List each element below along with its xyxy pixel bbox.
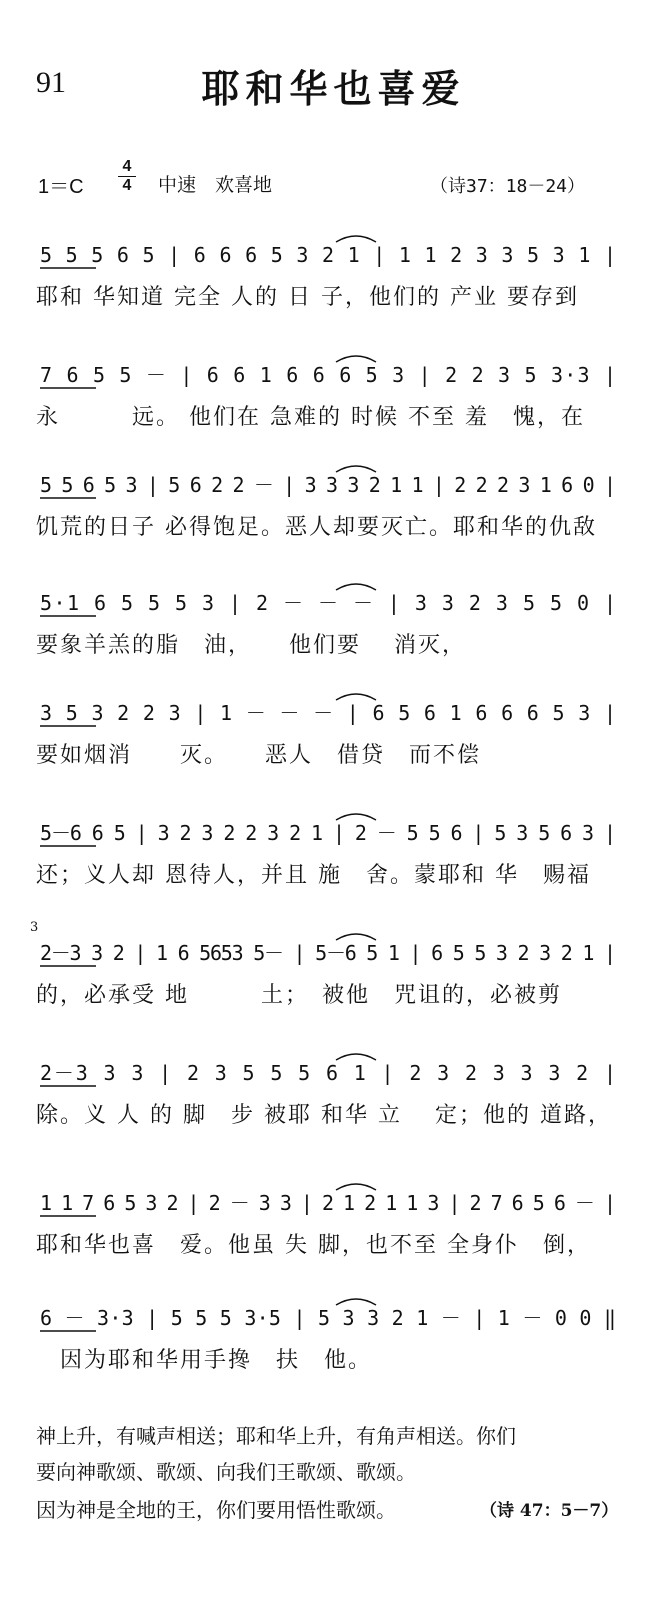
scripture-reference: （诗37：18－24） — [430, 176, 586, 197]
lyric-line: 要象羊羔的脂 油， 他们要 消灭， — [36, 633, 466, 658]
notation-line — [36, 1180, 626, 1224]
verse-reference: （诗 47：5－7） — [480, 1501, 619, 1521]
slur-arc — [336, 1054, 376, 1060]
note-sequence: 5·1 6 5 5 5 3 | 2 － － － | 3 3 2 3 5 5 0 | — [40, 591, 616, 615]
tempo-marking: 中速 欢喜地 — [158, 174, 273, 196]
music-system — [36, 1295, 626, 1375]
note-sequence: 2－3 3 2 | 1 6 5653 5－ | 5－6 5 1 | 6 5 5 3 2 3 2 1 | — [40, 941, 616, 965]
lyric-line: 耶和 华知道 完全 人的 日 子，他们的 产业 要存到 — [36, 285, 579, 310]
verse-line-1: 神上升，有喊声相送；耶和华上升，有角声相送。你们 — [36, 1424, 516, 1448]
slur-arc — [336, 934, 376, 940]
notation-line — [36, 1050, 626, 1094]
slur-arc — [336, 1184, 376, 1190]
notation-line — [36, 930, 626, 974]
lyric-line: 饥荒的日子 必得饱足。恶人却要灭亡。耶和华的仇敌 — [36, 515, 597, 540]
slur-arc — [336, 814, 376, 820]
notation-line — [36, 1295, 626, 1339]
song-title: 耶和华也喜爱 — [201, 66, 466, 111]
meter-top: 4 — [118, 158, 136, 177]
page-number: 91 — [36, 66, 66, 99]
note-sequence: 5 5 6 5 3 | 5 6 2 2 － | 3 3 3 2 1 1 | 2 2 2 3 1 6 0 | — [40, 473, 616, 497]
slur-arc — [336, 694, 376, 700]
time-signature — [118, 158, 136, 195]
notation-line — [36, 462, 626, 506]
lyric-line: 因为耶和华用手搀 扶 他。 — [36, 1348, 373, 1373]
slur-arc — [336, 356, 376, 362]
lyric-line: 除。义 人 的 脚 步 被耶 和华 立 定；他的 道路， — [36, 1103, 612, 1128]
note-sequence: 5 5 5 6 5 | 6 6 6 5 3 2 1 | 1 1 2 3 3 5 3 1 | — [40, 243, 616, 267]
lyric-line: 耶和华也喜 爱。他虽 失 脚，也不至 全身仆 倒， — [36, 1233, 591, 1258]
notation-line — [36, 810, 626, 854]
slur-arc — [336, 1299, 376, 1305]
music-system — [36, 580, 626, 660]
key-signature: 1＝C — [38, 176, 84, 198]
music-system — [30, 920, 626, 1010]
note-sequence: 3 5 3 2 2 3 | 1 － － － | 6 5 6 1 6 6 6 5 3 | — [40, 701, 616, 725]
note-sequence: 6 － 3·3 | 5 5 5 3·5 | 5 3 3 2 1 － | 1 － 0 0 ‖ — [40, 1306, 616, 1330]
slur-arc — [336, 466, 376, 472]
verse-line-2: 要向神歌颂、歌颂、向我们王歌颂、歌颂。 — [36, 1460, 416, 1484]
music-system — [36, 352, 626, 432]
music-system — [36, 810, 626, 890]
note-sequence: 5－6 6 5 | 3 2 3 2 2 3 2 1 | 2 － 5 5 6 | 5 3 5 6 3 | — [40, 821, 616, 845]
music-system — [36, 232, 626, 312]
slur-arc — [336, 236, 376, 242]
verse-line-3: 因为神是全地的王，你们要用悟性歌颂。 — [36, 1498, 396, 1522]
music-system — [36, 462, 626, 542]
music-system — [36, 690, 626, 770]
notation-line — [36, 352, 626, 396]
notation-line — [36, 580, 626, 624]
lyric-line: 永 远。 他们在 急难的 时候 不至 羞 愧，在 — [36, 405, 585, 430]
note-sequence: 7 6 5 5 － | 6 6 1 6 6 6 5 3 | 2 2 3 5 3·3 | — [40, 363, 616, 387]
lyric-line: 的，必承受 地 土； 被他 咒诅的，必被剪 — [36, 983, 562, 1008]
note-sequence: 2－3 3 3 | 2 3 5 5 5 6 1 | 2 3 2 3 3 3 2 | — [40, 1061, 616, 1085]
meter-bottom: 4 — [122, 177, 132, 194]
lyric-line: 要如烟消 灭。 恶人 借贷 而不偿 — [36, 743, 482, 768]
note-sequence: 1 1 7 6 5 3 2 | 2 － 3 3 | 2 1 2 1 1 3 | 2 7 6 5 6 － | — [40, 1191, 616, 1215]
notation-line — [36, 690, 626, 734]
music-system — [36, 1180, 626, 1260]
grace-note: 3 — [30, 920, 39, 935]
music-system — [36, 1050, 626, 1130]
slur-arc — [336, 584, 376, 590]
notation-line — [36, 232, 626, 276]
lyric-line: 还；义人却 恩待人，并且 施 舍。蒙耶和 华 赐福 — [36, 863, 591, 888]
